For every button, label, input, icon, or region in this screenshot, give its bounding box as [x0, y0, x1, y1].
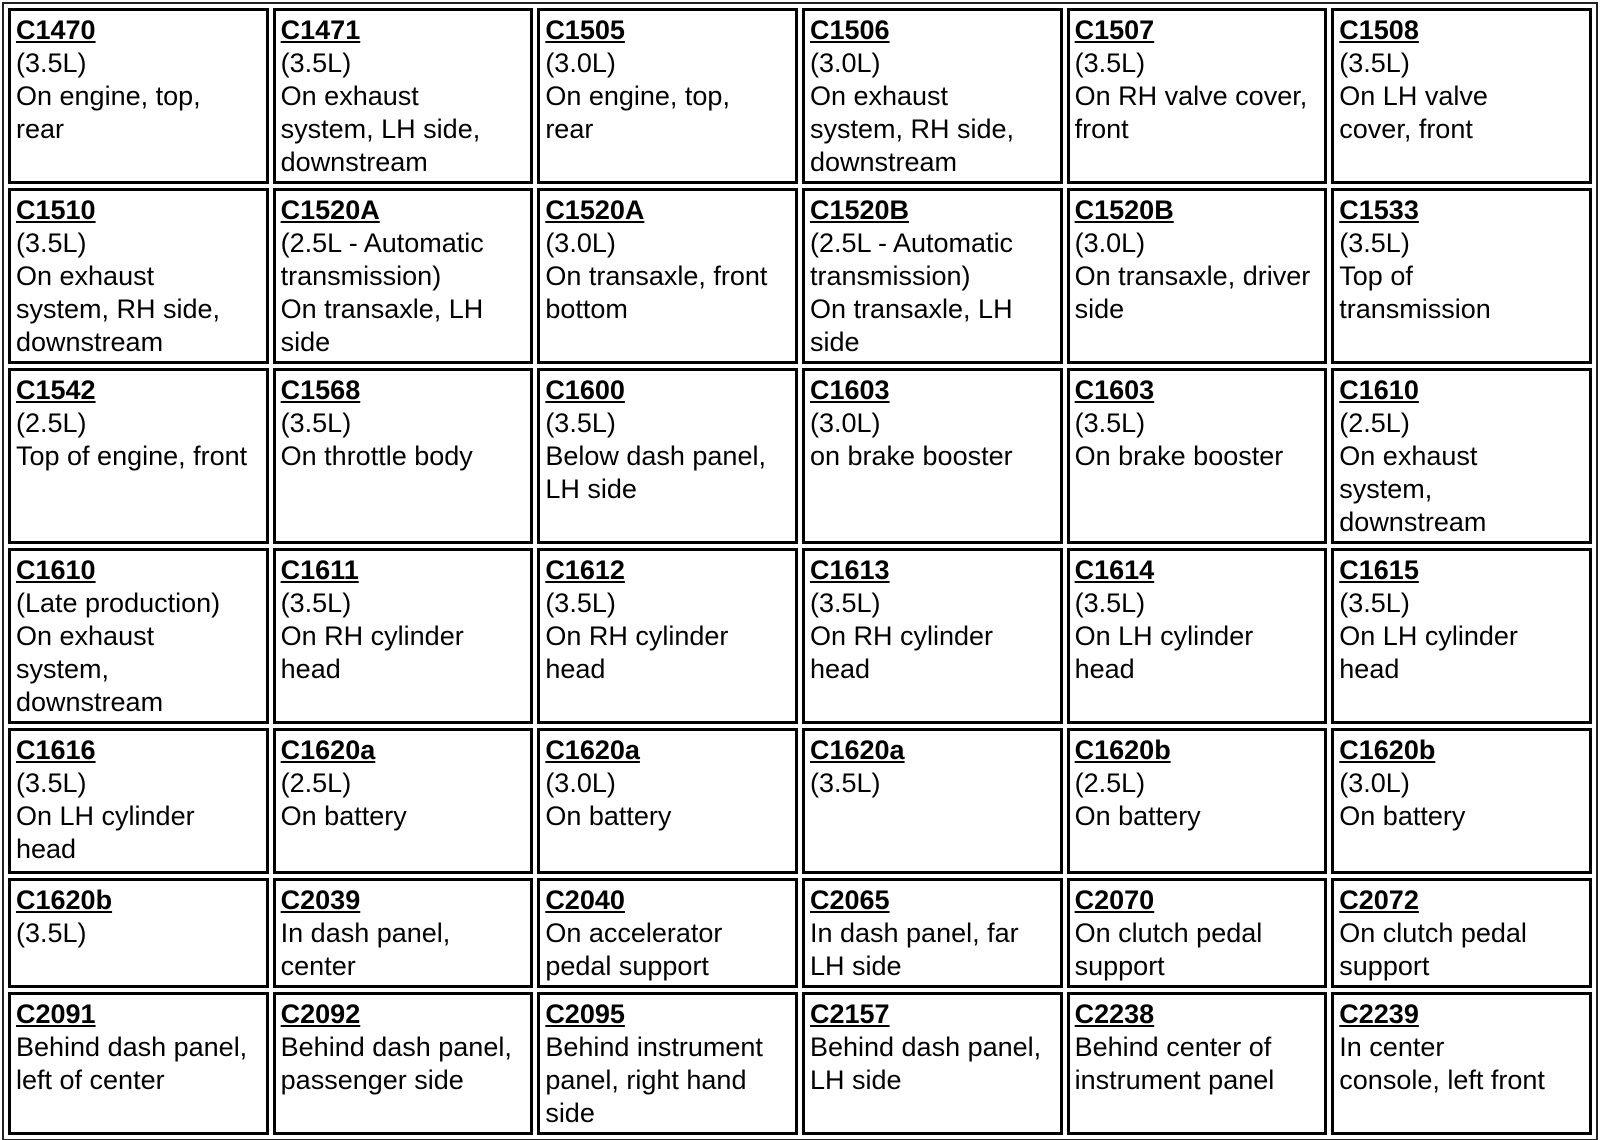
connector-location-line: Top of: [1339, 261, 1413, 291]
connector-location-line: (2.5L - Automatic: [280, 228, 484, 258]
connector-location-line: system,: [16, 654, 110, 684]
connector-location-line: (3.5L): [16, 768, 87, 798]
connector-id: C1603: [809, 375, 890, 405]
connector-location-line: center: [280, 951, 356, 981]
connector-location-line: cover, front: [1339, 114, 1473, 144]
connector-location-line: (3.0L): [1074, 228, 1146, 258]
connector-id: C2040: [545, 885, 625, 915]
connector-id: C1520B: [1074, 195, 1174, 225]
connector-location-line: (2.5L): [16, 408, 87, 438]
connector-location-line: transmission): [809, 261, 971, 291]
connector-cell: [273, 992, 534, 1135]
connector-location-line: Top of engine, front: [16, 441, 248, 471]
connector-id: C2091: [16, 999, 96, 1029]
connector-cell: [8, 992, 269, 1135]
connector-location-line: In center: [1339, 1032, 1445, 1062]
connector-id: C2039: [280, 885, 361, 915]
connector-id: C1506: [809, 15, 890, 45]
connector-cell: [273, 728, 534, 874]
connector-location-line: (3.5L): [545, 408, 616, 438]
connector-location-line: On LH cylinder: [1074, 621, 1254, 651]
connector-location-line: (3.5L): [1339, 228, 1410, 258]
connector-id: C1510: [16, 195, 96, 225]
connector-id: C1533: [1339, 195, 1419, 225]
connector-location-line: LH side: [809, 951, 902, 981]
connector-id: C1620a: [280, 735, 376, 765]
connector-location-line: Behind instrument: [545, 1032, 763, 1062]
connector-location-line: (3.0L): [545, 228, 616, 258]
connector-location-line: Behind dash panel,: [16, 1032, 248, 1062]
connector-id: C1614: [1074, 555, 1155, 585]
connector-location-line: (3.5L): [1074, 48, 1146, 78]
connector-location-line: LH side: [545, 474, 637, 504]
connector-id: C1620b: [1074, 735, 1171, 765]
table-row: [8, 878, 1592, 988]
connector-location-line: console, left front: [1339, 1065, 1545, 1095]
connector-location-line: pedal support: [545, 951, 709, 981]
connector-id: C1470: [16, 15, 96, 45]
connector-location-line: transmission: [1339, 294, 1491, 324]
connector-location-line: (3.5L): [545, 588, 616, 618]
connector-cell: [802, 548, 1063, 724]
connector-location-line: Behind center of: [1074, 1032, 1272, 1062]
connector-location-line: On battery: [545, 801, 672, 831]
connector-location-line: Behind dash panel,: [280, 1032, 512, 1062]
connector-location-line: On exhaust: [1339, 441, 1478, 471]
connector-location-line: side: [545, 1098, 595, 1128]
connector-location-line: instrument panel: [1074, 1065, 1275, 1095]
connector-id: C1520B: [809, 195, 910, 225]
connector-location-line: (2.5L - Automatic: [809, 228, 1014, 258]
connector-location-line: downstream: [280, 147, 428, 177]
connector-location-line: On LH cylinder: [16, 801, 195, 831]
connector-cell: [8, 548, 269, 724]
connector-cell: [8, 728, 269, 874]
table-row: [8, 728, 1592, 874]
table-row: [8, 548, 1592, 724]
connector-location-line: (3.5L): [1339, 588, 1410, 618]
connector-location-line: (3.5L): [1074, 408, 1146, 438]
connector-id: C2239: [1339, 999, 1419, 1029]
connector-id: C1568: [280, 375, 361, 405]
connector-location-line: On LH cylinder: [1339, 621, 1518, 651]
connector-location-line: side: [1074, 294, 1125, 324]
connector-id: C1508: [1339, 15, 1419, 45]
connector-location-line: head: [1339, 654, 1400, 684]
connector-location-line: (2.5L): [1339, 408, 1410, 438]
connector-location-line: On brake booster: [1074, 441, 1284, 471]
connector-id: C1616: [16, 735, 96, 765]
connector-id: C1507: [1074, 15, 1155, 45]
table-row: [8, 992, 1592, 1135]
connector-location-line: (3.5L): [280, 408, 352, 438]
connector-cell: [1067, 368, 1328, 544]
connector-location-line: head: [280, 654, 341, 684]
connector-location-line: (3.5L): [1074, 588, 1146, 618]
connector-location-line: In dash panel, far: [809, 918, 1019, 948]
connector-id: C2095: [545, 999, 625, 1029]
connector-cell: [1331, 8, 1592, 184]
connector-location-line: (3.0L): [1339, 768, 1410, 798]
connector-location-line: transmission): [280, 261, 442, 291]
connector-cell: [273, 878, 534, 988]
connector-location-line: On clutch pedal: [1074, 918, 1263, 948]
connector-location-line: head: [1074, 654, 1135, 684]
connector-location-line: (3.5L): [809, 768, 881, 798]
connector-location-line: bottom: [545, 294, 628, 324]
connector-cell: [1067, 188, 1328, 364]
connector-id: C1542: [16, 375, 96, 405]
connector-location-line: In dash panel,: [280, 918, 451, 948]
connector-location-line: (3.0L): [545, 48, 616, 78]
connector-cell: [537, 878, 798, 988]
connector-location-table: [2, 2, 1598, 1140]
connector-cell: [537, 368, 798, 544]
connector-location-line: support: [1074, 951, 1165, 981]
connector-location-line: (3.5L): [16, 918, 87, 948]
connector-cell: [537, 992, 798, 1135]
connector-location-line: (3.5L): [280, 48, 352, 78]
connector-cell: [802, 878, 1063, 988]
connector-cell: [537, 728, 798, 874]
connector-id: C2092: [280, 999, 361, 1029]
connector-location-line: (2.5L): [280, 768, 352, 798]
connector-id: C1520A: [280, 195, 380, 225]
connector-cell: [1331, 878, 1592, 988]
connector-location-line: left of center: [16, 1065, 165, 1095]
connector-cell: [802, 992, 1063, 1135]
connector-location-line: On RH cylinder: [809, 621, 994, 651]
connector-location-line: LH side: [809, 1065, 902, 1095]
connector-cell: [802, 188, 1063, 364]
connector-id: C2157: [809, 999, 890, 1029]
connector-location-line: side: [809, 327, 860, 357]
connector-location-line: front: [1074, 114, 1129, 144]
connector-location-line: On transaxle, LH: [809, 294, 1013, 324]
connector-location-line: On exhaust: [16, 621, 155, 651]
connector-cell: [273, 8, 534, 184]
connector-location-line: (3.5L): [16, 228, 87, 258]
connector-cell: [273, 368, 534, 544]
connector-id: C1615: [1339, 555, 1419, 585]
connector-location-line: On RH cylinder: [280, 621, 464, 651]
connector-cell: [802, 8, 1063, 184]
connector-location-line: side: [280, 327, 331, 357]
connector-location-line: (3.0L): [809, 48, 881, 78]
connector-location-line: panel, right hand: [545, 1065, 747, 1095]
connector-location-line: downstream: [16, 327, 164, 357]
table-row: [8, 368, 1592, 544]
connector-cell: [802, 368, 1063, 544]
connector-location-line: On RH cylinder: [545, 621, 729, 651]
connector-location-line: On exhaust: [809, 81, 949, 111]
connector-location-line: system, RH side,: [809, 114, 1015, 144]
connector-location-line: (3.5L): [809, 588, 881, 618]
connector-cell: [1067, 548, 1328, 724]
connector-cell: [8, 188, 269, 364]
table-row: [8, 8, 1592, 184]
table-body: [8, 8, 1592, 1135]
connector-cell: [273, 188, 534, 364]
connector-location-line: On transaxle, front: [545, 261, 768, 291]
connector-id: C1471: [280, 15, 361, 45]
connector-id: C1612: [545, 555, 625, 585]
connector-location-line: downstream: [1339, 507, 1487, 537]
connector-cell: [537, 548, 798, 724]
connector-location-line: (3.5L): [1339, 48, 1410, 78]
connector-cell: [1067, 878, 1328, 988]
connector-cell: [8, 8, 269, 184]
connector-cell: [273, 548, 534, 724]
connector-location-line: Behind dash panel,: [809, 1032, 1042, 1062]
connector-id: C1611: [280, 555, 359, 585]
connector-id: C2238: [1074, 999, 1155, 1029]
connector-location-line: On RH valve cover,: [1074, 81, 1308, 111]
connector-cell: [1067, 992, 1328, 1135]
connector-id: C1620a: [545, 735, 640, 765]
connector-location-line: downstream: [809, 147, 958, 177]
connector-location-line: system,: [1339, 474, 1433, 504]
connector-id: C1505: [545, 15, 625, 45]
connector-location-line: downstream: [16, 687, 164, 717]
connector-location-line: On throttle body: [280, 441, 473, 471]
connector-location-line: On LH valve: [1339, 81, 1488, 111]
connector-cell: [537, 188, 798, 364]
connector-location-line: (2.5L): [1074, 768, 1146, 798]
connector-location-line: On battery: [280, 801, 407, 831]
connector-location-line: passenger side: [280, 1065, 464, 1095]
connector-location-line: (Late production): [16, 588, 221, 618]
connector-location-line: On battery: [1339, 801, 1466, 831]
connector-location-line: On exhaust: [280, 81, 419, 111]
connector-location-line: On exhaust: [16, 261, 155, 291]
connector-cell: [8, 878, 269, 988]
connector-location-line: On transaxle, LH: [280, 294, 484, 324]
connector-location-line: On transaxle, driver: [1074, 261, 1311, 291]
connector-location-line: system, LH side,: [280, 114, 481, 144]
connector-location-line: (3.5L): [280, 588, 352, 618]
connector-id: C1603: [1074, 375, 1155, 405]
connector-location-line: on brake booster: [809, 441, 1013, 471]
connector-cell: [1331, 992, 1592, 1135]
connector-cell: [1331, 368, 1592, 544]
connector-location-line: Below dash panel,: [545, 441, 766, 471]
connector-cell: [537, 8, 798, 184]
connector-id: C1620a: [809, 735, 905, 765]
connector-location-line: (3.5L): [16, 48, 87, 78]
connector-cell: [1067, 728, 1328, 874]
connector-location-line: rear: [545, 114, 594, 144]
connector-location-line: On engine, top,: [545, 81, 730, 111]
connector-location-line: support: [1339, 951, 1430, 981]
connector-location-line: head: [545, 654, 606, 684]
connector-cell: [8, 368, 269, 544]
connector-location-line: (3.0L): [809, 408, 881, 438]
connector-location-line: rear: [16, 114, 65, 144]
connector-id: C1600: [545, 375, 625, 405]
connector-cell: [1331, 188, 1592, 364]
connector-location-line: On accelerator: [545, 918, 723, 948]
table-row: [8, 188, 1592, 364]
connector-location-line: head: [16, 834, 77, 864]
connector-location-line: head: [809, 654, 871, 684]
connector-id: C2070: [1074, 885, 1155, 915]
connector-location-line: system, RH side,: [16, 294, 221, 324]
connector-cell: [1331, 548, 1592, 724]
connector-location-line: On clutch pedal: [1339, 918, 1527, 948]
connector-id: C1620b: [1339, 735, 1436, 765]
connector-location-line: On battery: [1074, 801, 1201, 831]
connector-id: C2065: [809, 885, 890, 915]
connector-cell: [1331, 728, 1592, 874]
connector-id: C2072: [1339, 885, 1419, 915]
connector-id: C1610: [1339, 375, 1419, 405]
connector-cell: [802, 728, 1063, 874]
connector-id: C1610: [16, 555, 96, 585]
connector-cell: [1067, 8, 1328, 184]
connector-location-line: (3.0L): [545, 768, 616, 798]
connector-id: C1613: [809, 555, 890, 585]
connector-location-line: On engine, top,: [16, 81, 201, 111]
connector-id: C1620b: [16, 885, 113, 915]
connector-id: C1520A: [545, 195, 645, 225]
